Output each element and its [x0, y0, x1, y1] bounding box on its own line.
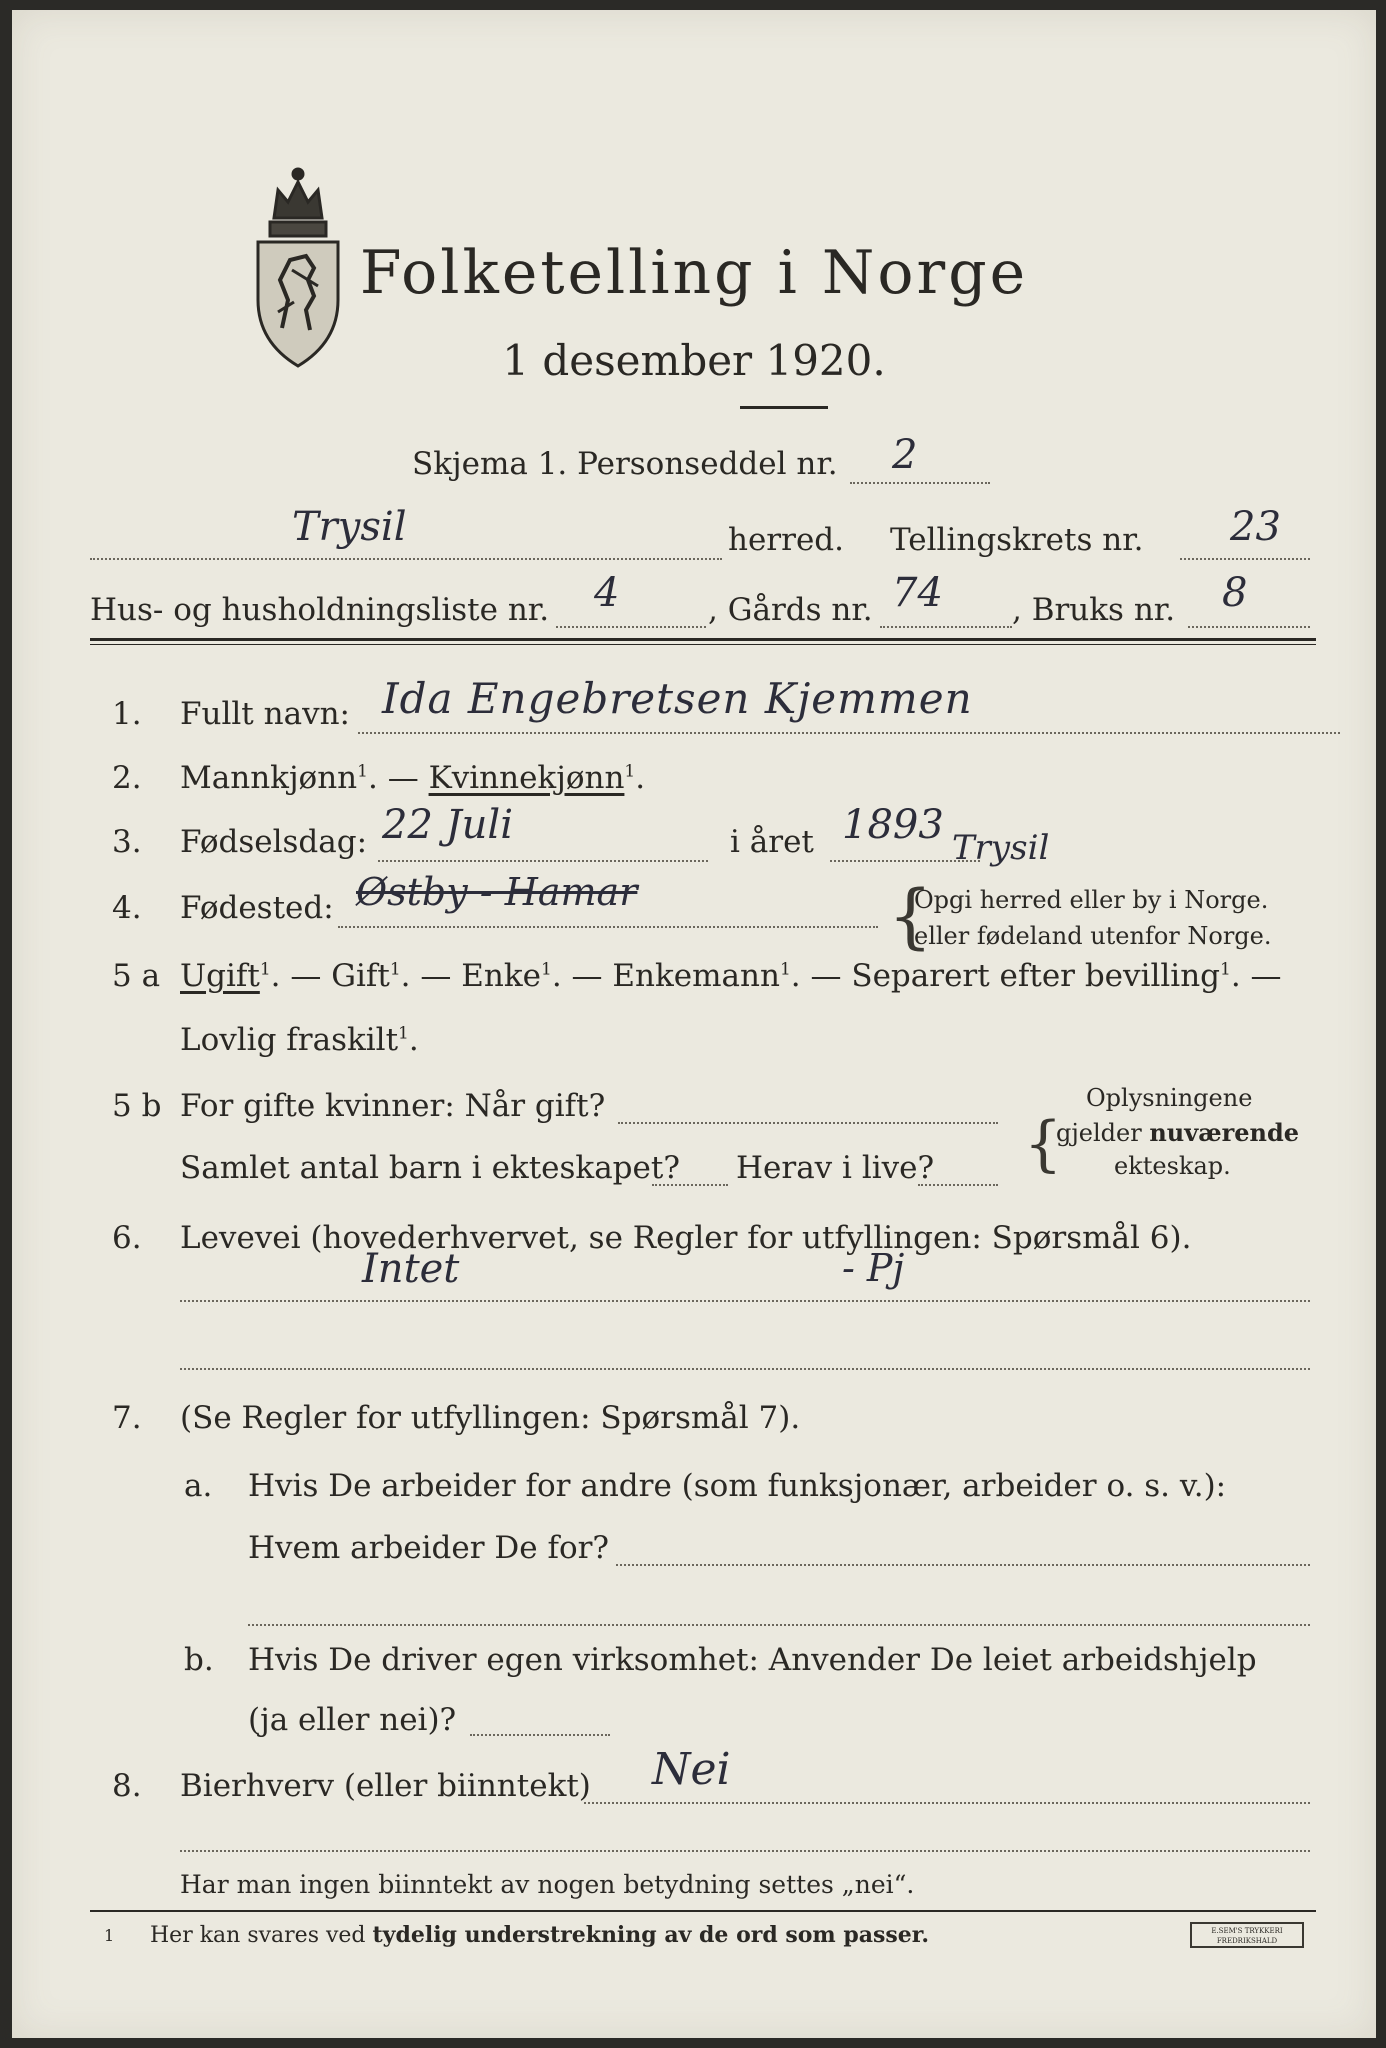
bruks-label: , Bruks nr. [1012, 592, 1176, 628]
footnote-mark: 1 [104, 1926, 115, 1945]
header-rule-2 [90, 644, 1316, 645]
q5a-sep-3: . — [551, 958, 603, 994]
gards-label: , Gårds nr. [708, 592, 873, 628]
printer-mark-line1: E.SEM'S TRYKKERI [1211, 1927, 1283, 1935]
q3-day-line [378, 860, 708, 862]
tellingskrets-line [1180, 558, 1310, 560]
q5a-enke-footnote: 1 [540, 959, 552, 980]
q2-sex-options [180, 760, 645, 796]
footnote-text-b: tydelig understrekning av de ord som passer. [372, 1922, 930, 1948]
q5b-line2b: Herav i live? [736, 1150, 935, 1186]
q7a-line1: Hvis De arbeider for andre (som funksjonær, arbeider o. s. v.): [248, 1468, 1227, 1504]
biinntekt-note: Har man ingen biinntekt av nogen betydning settes „nei“. [180, 1870, 915, 1899]
bruks-line [1188, 626, 1310, 628]
form-title: Folketelling i Norge [359, 238, 1029, 308]
q5a-enkemann: Enkemann [612, 958, 780, 994]
q3-year-label: i året [730, 824, 814, 860]
herred-label: herred. [728, 522, 844, 558]
q5a-separert: Separert efter bevilling [851, 958, 1221, 994]
q7b-number: b. [184, 1642, 214, 1678]
q4-label: Fødested: [180, 890, 334, 926]
tellingskrets-value: 23 [1230, 504, 1281, 550]
husliste-label: Hus- og husholdningsliste nr. [90, 592, 550, 628]
q5b-live-line [918, 1184, 998, 1186]
q1-number: 1. [112, 696, 142, 732]
tellingskrets-label: Tellingskrets nr. [890, 522, 1144, 558]
schema-number-line [850, 482, 990, 484]
q3-label: Fødselsdag: [180, 824, 368, 860]
q5a-number: 5 a [112, 958, 161, 994]
q6-label: Levevei (hovederhvervet, se Regler for utfyllingen: Spørsmål 6). [180, 1220, 1192, 1256]
q4-note-line2: eller fødeland utenfor Norge. [914, 922, 1272, 950]
q5a-status-options [180, 958, 1282, 994]
q8-number: 8. [112, 1768, 142, 1804]
q5a-ugift-selected: Ugift [180, 958, 260, 994]
q5b-barn-line [652, 1184, 728, 1186]
q1-line [358, 732, 1340, 734]
q5a-ugift-footnote: 1 [259, 959, 271, 980]
q4-number: 4. [112, 890, 142, 926]
q4-note-line1: Opgi herred eller by i Norge. [914, 886, 1269, 914]
q5b-note-line3: ekteskap. [1114, 1152, 1231, 1180]
q5b-naar-line [618, 1122, 998, 1124]
q7a-number: a. [184, 1468, 213, 1504]
q3-number: 3. [112, 824, 142, 860]
gards-value: 74 [892, 570, 943, 616]
q2-mann: Mannkjønn [180, 760, 358, 796]
q5a-sep-5: . — [1230, 958, 1282, 994]
q7b-answer-line [470, 1734, 610, 1736]
census-date: 1 desember 1920. [502, 336, 886, 385]
q7-number: 7. [112, 1400, 142, 1436]
q6-number: 6. [112, 1220, 142, 1256]
q5a-fraskilt-footnote: 1 [398, 1023, 409, 1044]
census-form [12, 10, 1376, 2038]
header-rule-1 [90, 638, 1316, 641]
bruks-value: 8 [1222, 570, 1248, 616]
schema-number-value: 2 [892, 432, 918, 478]
q8-line-2 [180, 1850, 1310, 1852]
footnote-rule [90, 1910, 1316, 1912]
q2-number: 2. [112, 760, 142, 796]
q5b-note-line2b: nuværende [1149, 1118, 1300, 1147]
q6-line-2 [180, 1368, 1310, 1370]
q1-label: Fullt navn: [180, 696, 350, 732]
q4-note-brace: { [888, 875, 933, 957]
q5b-note-line1: Oplysningene [1086, 1084, 1253, 1112]
q5a-fraskilt: Lovlig fraskilt [180, 1022, 399, 1058]
q1-value: Ida Engebretsen Kjemmen [382, 674, 973, 723]
q5a-enkemann-footnote: 1 [779, 959, 791, 980]
gards-line [880, 626, 1012, 628]
q5a-sep-4: . — [790, 958, 842, 994]
q5a-sep-1: . — [270, 958, 322, 994]
schema-label: Skjema 1. Personseddel nr. [412, 446, 838, 482]
q8-label: Bierhverv (eller biinntekt) [180, 1768, 591, 1804]
q2-kvinne-selected: Kvinnekjønn [428, 760, 625, 796]
q7b-line1: Hvis De driver egen virksomhet: Anvender De leiet arbeidshjelp [248, 1642, 1257, 1678]
q7-label: (Se Regler for utfyllingen: Spørsmål 7). [180, 1400, 801, 1436]
q5a-end: . [408, 1022, 419, 1058]
q7a-line-2 [248, 1624, 1310, 1626]
q8-line-1 [584, 1802, 1310, 1804]
printer-mark [1190, 1922, 1304, 1948]
q7a-line2: Hvem arbeider De for? [248, 1530, 610, 1566]
q6-mark: - Pj [842, 1246, 905, 1290]
q2-mann-footnote: 1 [357, 761, 368, 782]
footnote-text [150, 1922, 929, 1948]
herred-value: Trysil [292, 504, 407, 550]
q5a-sep-2: . — [400, 958, 452, 994]
q8-value: Nei [652, 1744, 731, 1795]
q2-end: . [635, 760, 646, 796]
q3-year-value: 1893 [842, 802, 944, 848]
q5b-number: 5 b [112, 1088, 162, 1124]
husliste-line [556, 626, 706, 628]
q5b-note-brace: { [1024, 1109, 1063, 1179]
q5a-enke: Enke [461, 958, 541, 994]
q4-value: Trysil [952, 828, 1050, 868]
title-divider [740, 406, 828, 409]
q2-dash: . — [367, 760, 419, 796]
q7a-line-1 [616, 1564, 1310, 1566]
q6-line-1 [180, 1300, 1310, 1302]
herred-line [90, 558, 722, 560]
q6-value: Intet [362, 1246, 460, 1292]
q2-kvinne-footnote: 1 [624, 761, 636, 782]
q5b-line2a: Samlet antal barn i ekteskapet? [180, 1150, 680, 1186]
q3-value: 22 Juli [382, 802, 513, 848]
q5b-line1: For gifte kvinner: Når gift? [180, 1088, 606, 1124]
q5a-separert-footnote: 1 [1220, 959, 1231, 980]
husliste-value: 4 [594, 570, 620, 616]
printer-mark-line2: FREDRIKSHALD [1216, 1937, 1278, 1945]
q4-struck-value: Østby - Hamar [356, 870, 638, 914]
q5a-gift-footnote: 1 [389, 959, 401, 980]
q5b-note-line2a: gjelder [1056, 1119, 1150, 1147]
q5a-fraskilt-line [180, 1022, 419, 1058]
q5a-gift: Gift [331, 958, 390, 994]
footnote-text-a: Her kan svares ved [150, 1923, 373, 1948]
q4-line [338, 926, 878, 928]
q5b-note-line2 [1056, 1118, 1299, 1147]
q7b-line2: (ja eller nei)? [248, 1702, 457, 1738]
